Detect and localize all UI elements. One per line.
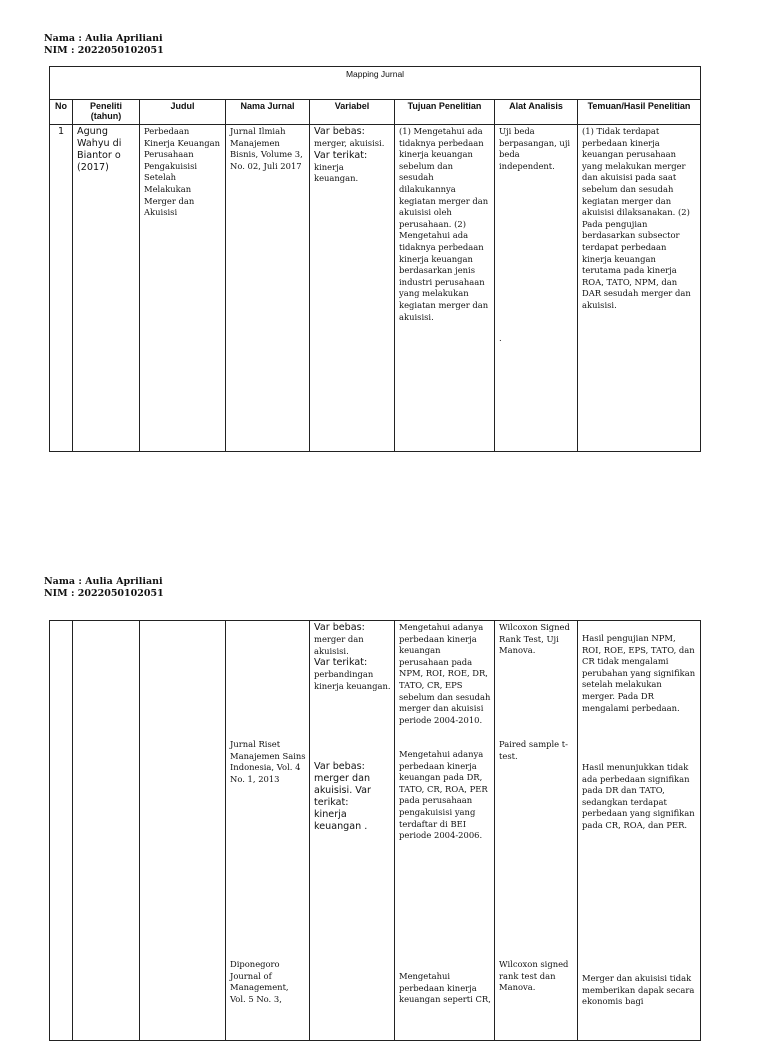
mapping-table-continued	[49, 620, 701, 1041]
header-temuan: Temuan/Hasil Penelitian	[578, 100, 701, 125]
header-tujuan: Tujuan Penelitian	[395, 100, 495, 125]
student-name-page2: Nama : Aulia Apriliani	[44, 576, 163, 587]
table-caption: Mapping Jurnal	[50, 67, 701, 100]
alat-entry-2: Paired sample t-test.	[499, 739, 568, 761]
var-bebas-label: Var bebas:	[314, 622, 365, 633]
table-row	[50, 125, 701, 452]
row-temuan: (1) Tidak terdapat perbedaan kinerja keuangan perusahaan yang melakukan merger dan akuisisi pada saat sebelum dan sesudah kegiatan merger dan akuisisi dilaksanakan. (2) Pada pengujian berdasarkan subsector terdapat perbedaan kinerja keuangan terutama pada kinerja ROA, TATO, NPM, dan DAR sesudah merger dan akuisisi.	[578, 125, 701, 452]
variabel-entry-2: Var bebas: merger dan akuisisi. Var terikat: kinerja keuangan .	[314, 761, 371, 832]
variabel-entry-1	[314, 622, 391, 692]
tujuan-entry-2: Mengetahui adanya perbedaan kinerja keuangan pada DR, TATO, CR, ROA, PER pada perusahaan pengakuisisi yang terdaftar di BEI periode 2004-2006.	[399, 749, 488, 841]
cont-nama-jurnal	[226, 621, 310, 1041]
header-variabel: Variabel	[310, 100, 395, 125]
header-judul: Judul	[140, 100, 226, 125]
temuan-entry-3: Merger dan akuisisi tidak memberikan dapak secara ekonomis bagi	[582, 973, 695, 1007]
var-bebas-value: merger dan akuisisi.	[314, 634, 364, 656]
tujuan-entry-3: Mengetahui perbedaan kinerja keuangan seperti CR,	[399, 971, 491, 1005]
row-no: 1	[50, 125, 73, 452]
temuan-entry-2: Hasil menunjukkan tidak ada perbedaan signifikan pada DR dan TATO, sedangkan terdapat perbedaan yang signifikan pada CR, ROA, dan PER.	[582, 762, 695, 830]
alat-entry-1: Wilcoxon Signed Rank Test, Uji Manova.	[499, 622, 570, 656]
cont-temuan	[578, 621, 701, 1041]
var-bebas-label: Var bebas:	[314, 126, 365, 137]
row-peneliti: Agung Wahyu di Biantor o (2017)	[73, 125, 140, 452]
cont-tujuan	[395, 621, 495, 1041]
row-alat-analisis	[495, 125, 578, 452]
header-peneliti: Peneliti (tahun)	[73, 100, 140, 125]
mapping-table	[49, 66, 701, 452]
var-terikat-value: kinerja keuangan.	[314, 161, 359, 184]
tujuan-entry-1: Mengetahui adanya perbedaan kinerja keuangan perusahaan pada NPM, ROI, ROE, DR, TATO, CR, EPS sebelum dan sesudah merger dan akuisisi periode 2004-2010.	[399, 622, 491, 725]
student-name: Nama : Aulia Apriliani	[44, 33, 163, 44]
row-judul: Perbedaan Kinerja Keuangan Perusahaan Pengakuisisi Setelah Melakukan Merger dan Akuisisi	[140, 125, 226, 452]
table-header-row	[50, 100, 701, 125]
var-bebas-value: merger, akuisisi.	[314, 138, 385, 148]
student-nim: NIM : 2022050102051	[44, 45, 164, 56]
row-variabel	[310, 125, 395, 452]
cont-variabel	[310, 621, 395, 1041]
cont-judul	[140, 621, 226, 1041]
header-alat-analisis: Alat Analisis	[495, 100, 578, 125]
alat-analisis-dot: .	[499, 333, 502, 343]
student-nim-page2: NIM : 2022050102051	[44, 588, 164, 599]
header-nama-jurnal: Nama Jurnal	[226, 100, 310, 125]
var-terikat-value: perbandingan kinerja keuangan.	[314, 669, 391, 691]
jurnal-entry-2: Jurnal Riset Manajemen Sains Indonesia, Vol. 4 No. 1, 2013	[230, 739, 306, 784]
row-nama-jurnal: Jurnal Ilmiah Manajemen Bisnis, Volume 3, No. 02, Juli 2017	[226, 125, 310, 452]
var-terikat-label: Var terikat:	[314, 149, 368, 161]
cont-no	[50, 621, 73, 1041]
var-terikat-label: Var terikat:	[314, 657, 368, 669]
temuan-entry-1: Hasil pengujian NPM, ROI, ROE, EPS, TATO, dan CR tidak mengalami perubahan yang signifikan setelah melakukan merger. Pada DR mengalami perbedaan.	[582, 633, 696, 713]
cont-alat-analisis	[495, 621, 578, 1041]
row-tujuan: (1) Mengetahui ada tidaknya perbedaan kinerja keuangan sebelum dan sesudah dilakukannya kegiatan merger dan akuisisi oleh perusahaan. (2) Mengetahui ada tidaknya perbedaan kinerja keuangan berdasarkan jenis industri perusahaan yang melakukan kegiatan merger dan akuisisi.	[395, 125, 495, 452]
alat-analisis-text: Uji beda berpasangan, uji beda independent.	[499, 126, 571, 171]
jurnal-entry-3: Diponegoro Journal of Management, Vol. 5 No. 3,	[230, 959, 289, 1004]
table-row	[50, 621, 701, 1041]
cont-peneliti	[73, 621, 140, 1041]
alat-entry-3: Wilcoxon signed rank test dan Manova.	[499, 959, 569, 993]
header-no: No	[50, 100, 73, 125]
